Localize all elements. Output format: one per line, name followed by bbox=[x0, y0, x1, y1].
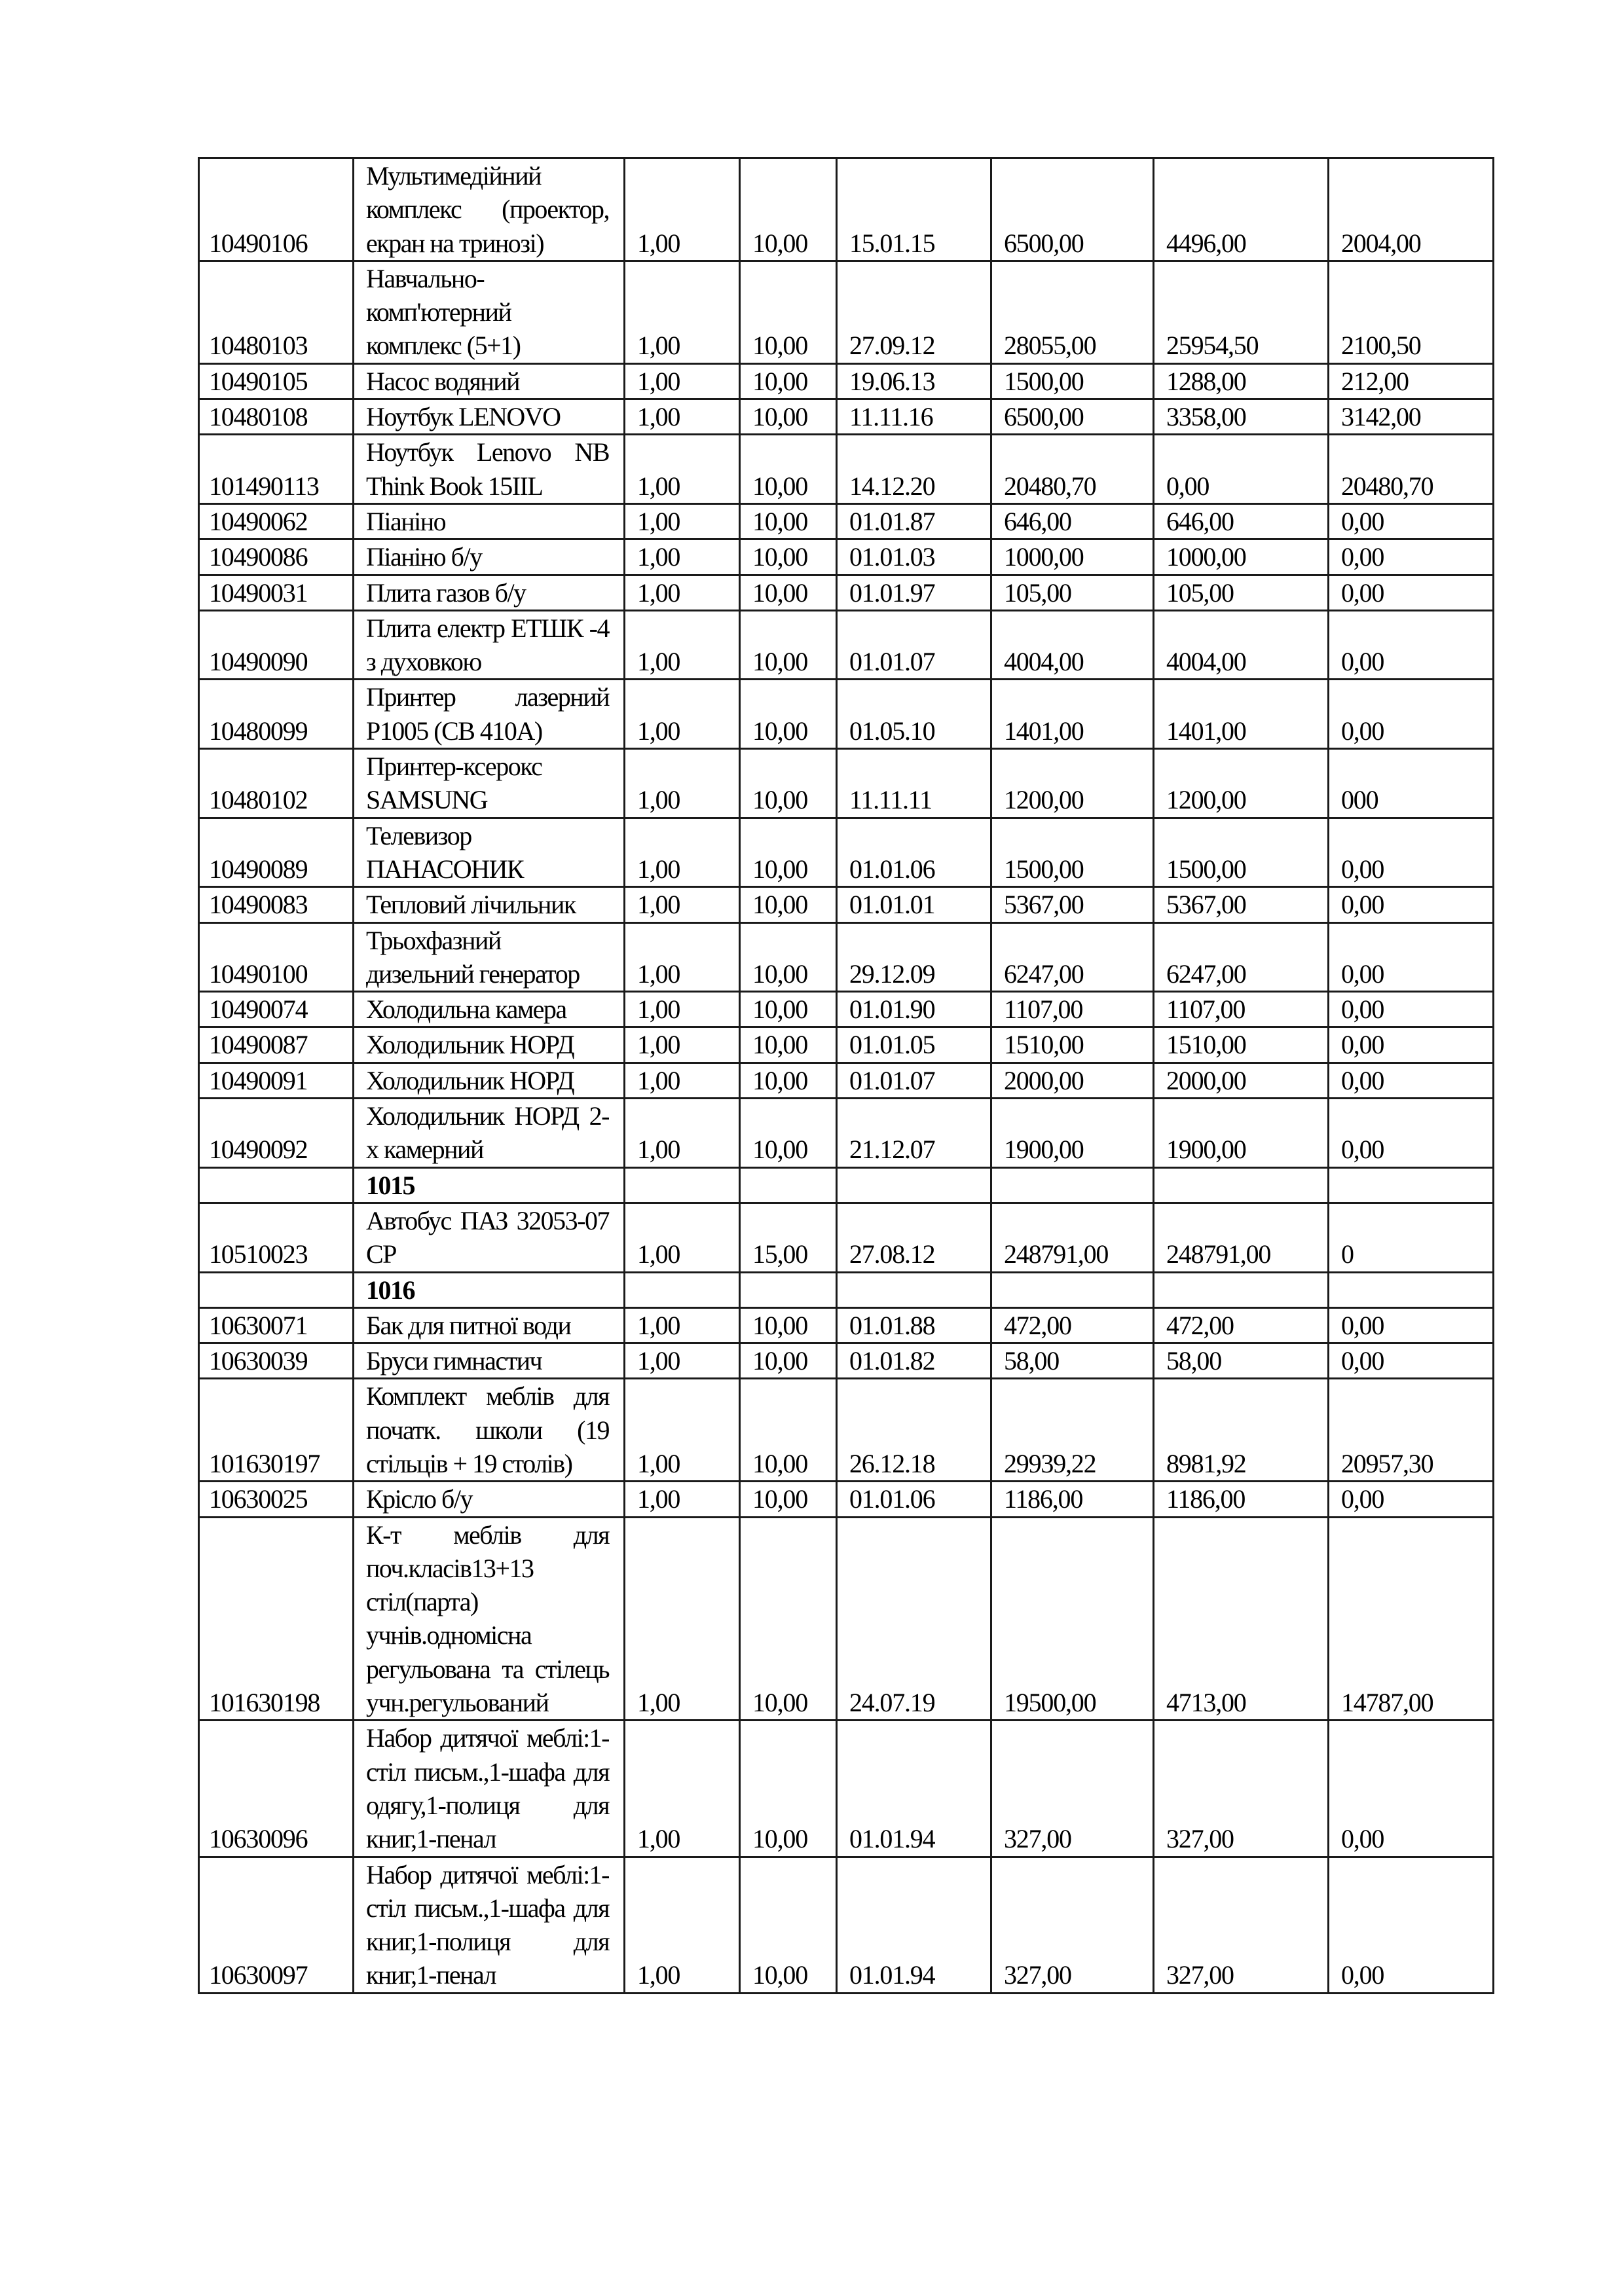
residual-value-cell: 3142,00 bbox=[1329, 399, 1494, 435]
table-row bbox=[199, 1721, 1494, 1857]
initial-value-cell: 327,00 bbox=[991, 1857, 1154, 1993]
item-name-cell: Принтер-ксерокс SAMSUNG bbox=[354, 749, 625, 818]
inventory-number-cell: 10490089 bbox=[199, 818, 354, 887]
depreciation-cell: 1401,00 bbox=[1154, 680, 1329, 749]
date-cell: 01.05.10 bbox=[837, 680, 991, 749]
rate-cell: 10,00 bbox=[740, 1307, 837, 1343]
date-cell: 01.01.82 bbox=[837, 1343, 991, 1379]
inventory-number-cell: 10490105 bbox=[199, 363, 354, 399]
quantity-cell: 1,00 bbox=[625, 818, 740, 887]
initial-value-cell: 1500,00 bbox=[991, 818, 1154, 887]
quantity-cell: 1,00 bbox=[625, 1517, 740, 1721]
initial-value-cell: 6247,00 bbox=[991, 922, 1154, 992]
inventory-number-cell: 10510023 bbox=[199, 1203, 354, 1272]
initial-value-cell: 4004,00 bbox=[991, 610, 1154, 680]
quantity-cell: 1,00 bbox=[625, 992, 740, 1027]
quantity-cell: 1,00 bbox=[625, 610, 740, 680]
rate-cell: 10,00 bbox=[740, 158, 837, 261]
quantity-cell: 1,00 bbox=[625, 1099, 740, 1168]
depreciation-cell: 472,00 bbox=[1154, 1307, 1329, 1343]
initial-value-cell: 2000,00 bbox=[991, 1063, 1154, 1098]
table-row bbox=[199, 261, 1494, 363]
depreciation-cell: 4713,00 bbox=[1154, 1517, 1329, 1721]
rate-cell: 10,00 bbox=[740, 1721, 837, 1857]
residual-value-cell: 0,00 bbox=[1329, 539, 1494, 575]
date-cell bbox=[837, 1272, 991, 1307]
date-cell: 14.12.20 bbox=[837, 435, 991, 504]
quantity-cell: 1,00 bbox=[625, 680, 740, 749]
inventory-number-cell: 10630096 bbox=[199, 1721, 354, 1857]
item-name-cell: Холодильна камера bbox=[354, 992, 625, 1027]
item-name-cell: Тепловий лічильник bbox=[354, 887, 625, 922]
rate-cell: 10,00 bbox=[740, 1857, 837, 1993]
depreciation-cell: 1500,00 bbox=[1154, 818, 1329, 887]
item-name-cell: Ноутбук LENOVO bbox=[354, 399, 625, 435]
residual-value-cell: 0,00 bbox=[1329, 1307, 1494, 1343]
depreciation-cell bbox=[1154, 1272, 1329, 1307]
depreciation-cell: 248791,00 bbox=[1154, 1203, 1329, 1272]
inventory-number-cell bbox=[199, 1272, 354, 1307]
rate-cell bbox=[740, 1167, 837, 1203]
initial-value-cell: 1401,00 bbox=[991, 680, 1154, 749]
item-name-cell: 1016 bbox=[354, 1272, 625, 1307]
quantity-cell: 1,00 bbox=[625, 503, 740, 539]
item-name-cell: К-т меблів для поч.класів13+13 стіл(парта) учнів.одномісна регульована та стілець учн.регульований bbox=[354, 1517, 625, 1721]
date-cell: 01.01.07 bbox=[837, 1063, 991, 1098]
initial-value-cell: 5367,00 bbox=[991, 887, 1154, 922]
depreciation-cell: 1288,00 bbox=[1154, 363, 1329, 399]
residual-value-cell: 2100,50 bbox=[1329, 261, 1494, 363]
item-name-cell: Плита електр ЕТШК -4 з духовкою bbox=[354, 610, 625, 680]
item-name-cell: Піаніно bbox=[354, 503, 625, 539]
depreciation-cell: 8981,92 bbox=[1154, 1379, 1329, 1482]
initial-value-cell: 1900,00 bbox=[991, 1099, 1154, 1168]
table-row bbox=[199, 363, 1494, 399]
depreciation-cell: 5367,00 bbox=[1154, 887, 1329, 922]
depreciation-cell: 327,00 bbox=[1154, 1721, 1329, 1857]
rate-cell: 10,00 bbox=[740, 1379, 837, 1482]
date-cell: 01.01.94 bbox=[837, 1857, 991, 1993]
date-cell: 01.01.88 bbox=[837, 1307, 991, 1343]
inventory-number-cell: 10490100 bbox=[199, 922, 354, 992]
residual-value-cell: 0,00 bbox=[1329, 992, 1494, 1027]
residual-value-cell: 0,00 bbox=[1329, 1857, 1494, 1993]
initial-value-cell: 6500,00 bbox=[991, 399, 1154, 435]
quantity-cell: 1,00 bbox=[625, 399, 740, 435]
table-row bbox=[199, 922, 1494, 992]
date-cell: 11.11.11 bbox=[837, 749, 991, 818]
item-name-cell: Набор дитячої меблі:1-стіл письм.,1-шафа для одягу,1-полиця для книг,1-пенал bbox=[354, 1721, 625, 1857]
initial-value-cell: 248791,00 bbox=[991, 1203, 1154, 1272]
quantity-cell: 1,00 bbox=[625, 1857, 740, 1993]
rate-cell: 10,00 bbox=[740, 539, 837, 575]
residual-value-cell: 0 bbox=[1329, 1203, 1494, 1272]
date-cell: 01.01.07 bbox=[837, 610, 991, 680]
table-row bbox=[199, 887, 1494, 922]
inventory-number-cell: 10490106 bbox=[199, 158, 354, 261]
item-name-cell: Навчально-комп'ютерний комплекс (5+1) bbox=[354, 261, 625, 363]
inventory-number-cell: 10490086 bbox=[199, 539, 354, 575]
table-row bbox=[199, 1343, 1494, 1379]
quantity-cell: 1,00 bbox=[625, 887, 740, 922]
rate-cell: 10,00 bbox=[740, 887, 837, 922]
date-cell: 26.12.18 bbox=[837, 1379, 991, 1482]
inventory-number-cell: 10490090 bbox=[199, 610, 354, 680]
quantity-cell: 1,00 bbox=[625, 1343, 740, 1379]
initial-value-cell bbox=[991, 1167, 1154, 1203]
date-cell: 01.01.87 bbox=[837, 503, 991, 539]
quantity-cell: 1,00 bbox=[625, 1203, 740, 1272]
item-name-cell: Трьохфазний дизельний генератор bbox=[354, 922, 625, 992]
quantity-cell: 1,00 bbox=[625, 1379, 740, 1482]
section-header-row bbox=[199, 1167, 1494, 1203]
date-cell: 19.06.13 bbox=[837, 363, 991, 399]
quantity-cell: 1,00 bbox=[625, 435, 740, 504]
quantity-cell: 1,00 bbox=[625, 1721, 740, 1857]
date-cell: 01.01.06 bbox=[837, 818, 991, 887]
initial-value-cell: 1107,00 bbox=[991, 992, 1154, 1027]
initial-value-cell: 1000,00 bbox=[991, 539, 1154, 575]
rate-cell: 10,00 bbox=[740, 261, 837, 363]
quantity-cell: 1,00 bbox=[625, 539, 740, 575]
item-name-cell: Плита газов б/у bbox=[354, 575, 625, 610]
inventory-number-cell: 10490083 bbox=[199, 887, 354, 922]
quantity-cell: 1,00 bbox=[625, 1482, 740, 1517]
initial-value-cell: 1500,00 bbox=[991, 363, 1154, 399]
inventory-number-cell bbox=[199, 1167, 354, 1203]
inventory-number-cell: 10490074 bbox=[199, 992, 354, 1027]
residual-value-cell: 0,00 bbox=[1329, 1343, 1494, 1379]
date-cell: 11.11.16 bbox=[837, 399, 991, 435]
depreciation-cell: 3358,00 bbox=[1154, 399, 1329, 435]
quantity-cell bbox=[625, 1167, 740, 1203]
item-name-cell: Бак для питної води bbox=[354, 1307, 625, 1343]
item-name-cell: Ноутбук Lenovo NB Think Book 15IIL bbox=[354, 435, 625, 504]
inventory-number-cell: 10490091 bbox=[199, 1063, 354, 1098]
item-name-cell: Набор дитячої меблі:1-стіл письм.,1-шафа для книг,1-полиця для книг,1-пенал bbox=[354, 1857, 625, 1993]
table-row bbox=[199, 503, 1494, 539]
residual-value-cell: 0,00 bbox=[1329, 575, 1494, 610]
inventory-table bbox=[198, 157, 1494, 1994]
residual-value-cell: 0,00 bbox=[1329, 1099, 1494, 1168]
item-name-cell: Комплект меблів для початк. школи (19 стільців + 19 столів) bbox=[354, 1379, 625, 1482]
table-row bbox=[199, 818, 1494, 887]
depreciation-cell bbox=[1154, 1167, 1329, 1203]
rate-cell: 10,00 bbox=[740, 922, 837, 992]
quantity-cell: 1,00 bbox=[625, 261, 740, 363]
inventory-number-cell: 10490062 bbox=[199, 503, 354, 539]
rate-cell: 10,00 bbox=[740, 1063, 837, 1098]
item-name-cell: Крісло б/у bbox=[354, 1482, 625, 1517]
inventory-number-cell: 10480103 bbox=[199, 261, 354, 363]
date-cell: 27.09.12 bbox=[837, 261, 991, 363]
date-cell: 01.01.97 bbox=[837, 575, 991, 610]
residual-value-cell: 0,00 bbox=[1329, 1063, 1494, 1098]
residual-value-cell: 14787,00 bbox=[1329, 1517, 1494, 1721]
inventory-number-cell: 10490031 bbox=[199, 575, 354, 610]
residual-value-cell: 0,00 bbox=[1329, 503, 1494, 539]
item-name-cell: Телевизор ПАНАСОНИК bbox=[354, 818, 625, 887]
date-cell bbox=[837, 1167, 991, 1203]
quantity-cell: 1,00 bbox=[625, 1063, 740, 1098]
date-cell: 27.08.12 bbox=[837, 1203, 991, 1272]
depreciation-cell: 4496,00 bbox=[1154, 158, 1329, 261]
initial-value-cell: 1200,00 bbox=[991, 749, 1154, 818]
table-row bbox=[199, 1307, 1494, 1343]
item-name-cell: Холодильник НОРД 2-х камерний bbox=[354, 1099, 625, 1168]
depreciation-cell: 0,00 bbox=[1154, 435, 1329, 504]
date-cell: 15.01.15 bbox=[837, 158, 991, 261]
initial-value-cell: 1186,00 bbox=[991, 1482, 1154, 1517]
residual-value-cell bbox=[1329, 1167, 1494, 1203]
quantity-cell: 1,00 bbox=[625, 1027, 740, 1063]
residual-value-cell: 20957,30 bbox=[1329, 1379, 1494, 1482]
residual-value-cell: 0,00 bbox=[1329, 680, 1494, 749]
rate-cell: 10,00 bbox=[740, 1027, 837, 1063]
table-row bbox=[199, 1027, 1494, 1063]
inventory-number-cell: 10630097 bbox=[199, 1857, 354, 1993]
depreciation-cell: 1186,00 bbox=[1154, 1482, 1329, 1517]
residual-value-cell: 212,00 bbox=[1329, 363, 1494, 399]
table-row bbox=[199, 158, 1494, 261]
inventory-number-cell: 101490113 bbox=[199, 435, 354, 504]
rate-cell: 10,00 bbox=[740, 1343, 837, 1379]
table-row bbox=[199, 1857, 1494, 1993]
table-row bbox=[199, 749, 1494, 818]
initial-value-cell: 327,00 bbox=[991, 1721, 1154, 1857]
residual-value-cell: 0,00 bbox=[1329, 887, 1494, 922]
item-name-cell: 1015 bbox=[354, 1167, 625, 1203]
item-name-cell: Мультимедійний комплекс (проектор, екран на тринозі) bbox=[354, 158, 625, 261]
table-row bbox=[199, 539, 1494, 575]
residual-value-cell: 20480,70 bbox=[1329, 435, 1494, 504]
item-name-cell: Піаніно б/у bbox=[354, 539, 625, 575]
depreciation-cell: 6247,00 bbox=[1154, 922, 1329, 992]
residual-value-cell: 0,00 bbox=[1329, 1721, 1494, 1857]
table-row bbox=[199, 399, 1494, 435]
rate-cell: 15,00 bbox=[740, 1203, 837, 1272]
residual-value-cell: 2004,00 bbox=[1329, 158, 1494, 261]
item-name-cell: Бруси гимнастич bbox=[354, 1343, 625, 1379]
depreciation-cell: 2000,00 bbox=[1154, 1063, 1329, 1098]
depreciation-cell: 327,00 bbox=[1154, 1857, 1329, 1993]
quantity-cell: 1,00 bbox=[625, 1307, 740, 1343]
residual-value-cell: 0,00 bbox=[1329, 818, 1494, 887]
table-row bbox=[199, 575, 1494, 610]
inventory-number-cell: 10630025 bbox=[199, 1482, 354, 1517]
initial-value-cell: 28055,00 bbox=[991, 261, 1154, 363]
item-name-cell: Автобус ПАЗ 32053-07 СР bbox=[354, 1203, 625, 1272]
rate-cell: 10,00 bbox=[740, 1099, 837, 1168]
date-cell: 01.01.03 bbox=[837, 539, 991, 575]
rate-cell: 10,00 bbox=[740, 435, 837, 504]
date-cell: 24.07.19 bbox=[837, 1517, 991, 1721]
initial-value-cell: 1510,00 bbox=[991, 1027, 1154, 1063]
initial-value-cell: 29939,22 bbox=[991, 1379, 1154, 1482]
depreciation-cell: 1107,00 bbox=[1154, 992, 1329, 1027]
depreciation-cell: 1000,00 bbox=[1154, 539, 1329, 575]
initial-value-cell: 58,00 bbox=[991, 1343, 1154, 1379]
quantity-cell: 1,00 bbox=[625, 749, 740, 818]
depreciation-cell: 4004,00 bbox=[1154, 610, 1329, 680]
item-name-cell: Принтер лазерний P1005 (CB 410A) bbox=[354, 680, 625, 749]
residual-value-cell: 0,00 bbox=[1329, 610, 1494, 680]
table-row bbox=[199, 1517, 1494, 1721]
date-cell: 21.12.07 bbox=[837, 1099, 991, 1168]
inventory-number-cell: 10490087 bbox=[199, 1027, 354, 1063]
inventory-number-cell: 101630198 bbox=[199, 1517, 354, 1721]
depreciation-cell: 58,00 bbox=[1154, 1343, 1329, 1379]
depreciation-cell: 1200,00 bbox=[1154, 749, 1329, 818]
initial-value-cell: 19500,00 bbox=[991, 1517, 1154, 1721]
initial-value-cell: 646,00 bbox=[991, 503, 1154, 539]
quantity-cell: 1,00 bbox=[625, 575, 740, 610]
item-name-cell: Холодильник НОРД bbox=[354, 1027, 625, 1063]
residual-value-cell bbox=[1329, 1272, 1494, 1307]
rate-cell bbox=[740, 1272, 837, 1307]
rate-cell: 10,00 bbox=[740, 503, 837, 539]
section-header-row bbox=[199, 1272, 1494, 1307]
table-row bbox=[199, 1203, 1494, 1272]
depreciation-cell: 1510,00 bbox=[1154, 1027, 1329, 1063]
date-cell: 01.01.94 bbox=[837, 1721, 991, 1857]
rate-cell: 10,00 bbox=[740, 749, 837, 818]
table-row bbox=[199, 1482, 1494, 1517]
inventory-number-cell: 10480102 bbox=[199, 749, 354, 818]
date-cell: 01.01.90 bbox=[837, 992, 991, 1027]
date-cell: 29.12.09 bbox=[837, 922, 991, 992]
table-row bbox=[199, 435, 1494, 504]
rate-cell: 10,00 bbox=[740, 1517, 837, 1721]
inventory-number-cell: 10480108 bbox=[199, 399, 354, 435]
inventory-number-cell: 101630197 bbox=[199, 1379, 354, 1482]
quantity-cell bbox=[625, 1272, 740, 1307]
table-row bbox=[199, 992, 1494, 1027]
quantity-cell: 1,00 bbox=[625, 922, 740, 992]
date-cell: 01.01.06 bbox=[837, 1482, 991, 1517]
rate-cell: 10,00 bbox=[740, 575, 837, 610]
initial-value-cell: 20480,70 bbox=[991, 435, 1154, 504]
rate-cell: 10,00 bbox=[740, 818, 837, 887]
rate-cell: 10,00 bbox=[740, 363, 837, 399]
table-row bbox=[199, 1099, 1494, 1168]
depreciation-cell: 105,00 bbox=[1154, 575, 1329, 610]
inventory-number-cell: 10480099 bbox=[199, 680, 354, 749]
initial-value-cell: 105,00 bbox=[991, 575, 1154, 610]
rate-cell: 10,00 bbox=[740, 992, 837, 1027]
inventory-number-cell: 10490092 bbox=[199, 1099, 354, 1168]
date-cell: 01.01.01 bbox=[837, 887, 991, 922]
residual-value-cell: 000 bbox=[1329, 749, 1494, 818]
depreciation-cell: 646,00 bbox=[1154, 503, 1329, 539]
rate-cell: 10,00 bbox=[740, 1482, 837, 1517]
initial-value-cell bbox=[991, 1272, 1154, 1307]
table-row bbox=[199, 1063, 1494, 1098]
rate-cell: 10,00 bbox=[740, 610, 837, 680]
date-cell: 01.01.05 bbox=[837, 1027, 991, 1063]
inventory-number-cell: 10630039 bbox=[199, 1343, 354, 1379]
table-row bbox=[199, 680, 1494, 749]
quantity-cell: 1,00 bbox=[625, 363, 740, 399]
initial-value-cell: 472,00 bbox=[991, 1307, 1154, 1343]
depreciation-cell: 25954,50 bbox=[1154, 261, 1329, 363]
rate-cell: 10,00 bbox=[740, 399, 837, 435]
table-row bbox=[199, 610, 1494, 680]
residual-value-cell: 0,00 bbox=[1329, 1482, 1494, 1517]
depreciation-cell: 1900,00 bbox=[1154, 1099, 1329, 1168]
inventory-table-body bbox=[199, 158, 1494, 1994]
initial-value-cell: 6500,00 bbox=[991, 158, 1154, 261]
item-name-cell: Холодильник НОРД bbox=[354, 1063, 625, 1098]
quantity-cell: 1,00 bbox=[625, 158, 740, 261]
table-row bbox=[199, 1379, 1494, 1482]
residual-value-cell: 0,00 bbox=[1329, 1027, 1494, 1063]
inventory-number-cell: 10630071 bbox=[199, 1307, 354, 1343]
rate-cell: 10,00 bbox=[740, 680, 837, 749]
residual-value-cell: 0,00 bbox=[1329, 922, 1494, 992]
item-name-cell: Насос водяний bbox=[354, 363, 625, 399]
